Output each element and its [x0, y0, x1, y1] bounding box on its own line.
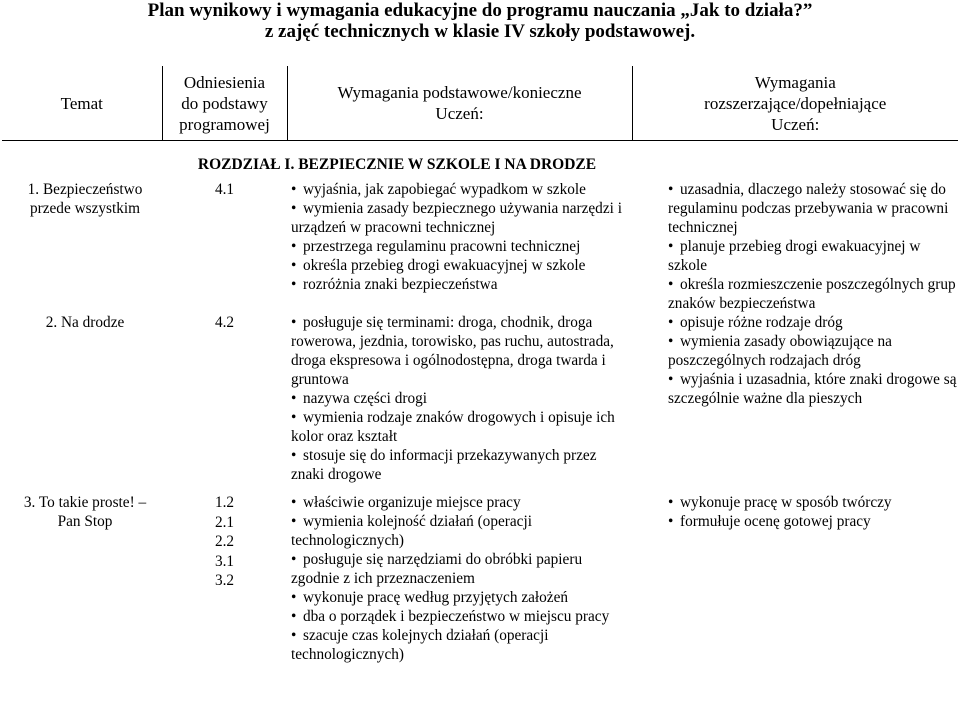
requirements-table [2, 66, 958, 664]
refs-cell: 4.1 [214, 181, 235, 198]
table-row [2, 175, 958, 313]
extended-requirements-cell [632, 484, 958, 664]
header-extended-requirements: Wymagania rozszerzające/dopełniające Uczeń: [632, 66, 958, 141]
list-item: • właściwie organizuje miejsce pracy [291, 494, 521, 511]
title-line-1: Plan wynikowy i wymagania edukacyjne do programu nauczania „Jak to działa?” [147, 0, 813, 21]
topic-cell: 3. To takie proste! – Pan Stop [23, 494, 147, 530]
basic-requirements-cell [287, 313, 632, 484]
topic-cell: 2. Na drodze [45, 314, 125, 331]
list-item: • określa rozmieszczenie poszczególnych grup znaków bezpieczeństwa [668, 276, 956, 312]
list-item: • wymienia zasady obowiązujące na poszczególnych rodzajach dróg [668, 333, 892, 369]
basic-requirements-cell [287, 175, 632, 313]
list-item: • posługuje się narzędziami do obróbki papieru zgodnie z ich przeznaczeniem [291, 551, 583, 587]
list-item: • wymienia zasady bezpiecznego używania narzędzi i urządzeń w pracowni technicznej [291, 200, 622, 236]
list-item: • stosuje się do informacji przekazywanych przez znaki drogowe [291, 447, 597, 483]
list-item: • określa przebieg drogi ewakuacyjnej w szkole [291, 257, 586, 274]
extended-requirements-cell [632, 313, 958, 484]
list-item: • wykonuje pracę w sposób twórczy [668, 494, 892, 511]
topic-cell: 1. Bezpieczeństwo przede wszystkim [27, 181, 143, 217]
refs-cell: 4.2 [214, 314, 235, 331]
list-item: • dba o porządek i bezpieczeństwo w miejscu pracy [291, 608, 610, 625]
refs-cell: 1.2 2.1 2.2 3.1 3.2 [214, 494, 235, 589]
list-item: • wyjaśnia, jak zapobiegać wypadkom w szkole [291, 181, 586, 198]
document-title [0, 0, 960, 42]
list-item: • wyjaśnia i uzasadnia, które znaki drogowe są szczególnie ważne dla pieszych [668, 371, 957, 407]
list-item: • wykonuje pracę według przyjętych założeń [291, 589, 569, 606]
list-item: • posługuje się terminami: droga, chodnik, droga rowerowa, jezdnia, torowisko, pas ruchu, autostrada, droga ekspresowa i ogólnodostępna, droga twarda i gruntowa [291, 314, 614, 388]
list-item: • uzasadnia, dlaczego należy stosować się do regulaminu podczas przebywania w pracowni technicznej [668, 181, 949, 236]
table-row [2, 484, 958, 664]
list-item: • przestrzega regulaminu pracowni technicznej [291, 238, 581, 255]
table-header-row [2, 66, 958, 141]
list-item: • planuje przebieg drogi ewakuacyjnej w szkole [668, 238, 921, 274]
list-item: • nazywa części drogi [291, 390, 428, 407]
list-item: • opisuje różne rodzaje dróg [668, 314, 843, 331]
section-row [2, 141, 958, 176]
section-heading: ROZDZIAŁ I. BEZPIECZNIE W SZKOLE I NA DRODZE [197, 156, 597, 173]
table-row [2, 313, 958, 484]
header-refs: Odniesienia do podstawy programowej [162, 66, 287, 141]
header-topic: Temat [2, 66, 162, 141]
header-basic-requirements: Wymagania podstawowe/konieczne Uczeń: [287, 66, 632, 141]
list-item: • rozróżnia znaki bezpieczeństwa [291, 276, 498, 293]
basic-requirements-cell [287, 484, 632, 664]
list-item: • wymienia rodzaje znaków drogowych i opisuje ich kolor oraz kształt [291, 409, 615, 445]
title-line-2: z zajęć technicznych w klasie IV szkoły podstawowej. [264, 21, 696, 42]
list-item: • wymienia kolejność działań (operacji technologicznych) [291, 513, 532, 549]
list-item: • formułuje ocenę gotowej pracy [668, 513, 871, 530]
list-item: • szacuje czas kolejnych działań (operacji technologicznych) [291, 627, 549, 663]
extended-requirements-cell [632, 175, 958, 313]
